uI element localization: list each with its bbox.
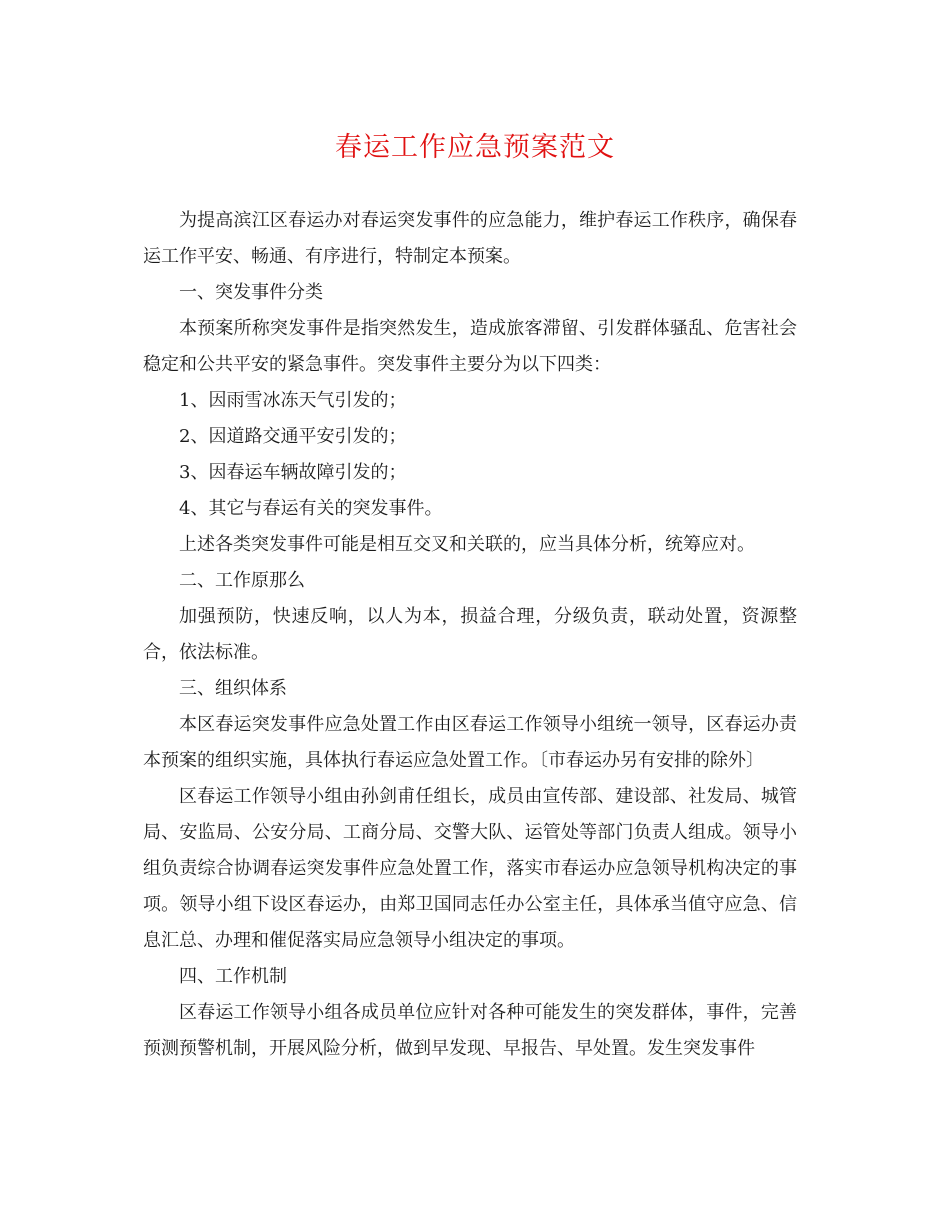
list-item: 4、其它与春运有关的突发事件。 xyxy=(179,498,443,519)
paragraph-intro: 为提高滨江区春运办对春运突发事件的应急能力，维护春运工作秩序，确保春运工作平安、畅通、有序进行，特制定本预案。 xyxy=(143,210,797,267)
list-item: 2、因道路交通平安引发的； xyxy=(179,426,407,447)
paragraph: 本预案所称突发事件是指突然发生，造成旅客滞留、引发群体骚乱、危害社会稳定和公共平安的紧急事件。突发事件主要分为以下四类： xyxy=(143,318,797,375)
list-item: 1、因雨雪冰冻天气引发的； xyxy=(179,390,407,411)
list-item: 3、因春运车辆故障引发的； xyxy=(179,462,407,483)
section-heading-4: 四、工作机制 xyxy=(179,966,287,987)
section-heading-3: 三、组织体系 xyxy=(179,678,287,699)
section-heading-2: 二、工作原那么 xyxy=(179,570,305,591)
paragraph: 加强预防，快速反响，以人为本，损益合理，分级负责，联动处置，资源整合，依法标准。 xyxy=(143,606,797,663)
document-body xyxy=(143,203,797,1067)
paragraph: 上述各类突发事件可能是相互交叉和关联的，应当具体分析，统筹应对。 xyxy=(179,534,755,555)
paragraph: 本区春运突发事件应急处置工作由区春运工作领导小组统一领导，区春运办责本预案的组织实施，具体执行春运应急处置工作。〔市春运办另有安排的除外〕 xyxy=(143,714,797,771)
section-heading-1: 一、突发事件分类 xyxy=(179,282,323,303)
paragraph: 区春运工作领导小组各成员单位应针对各种可能发生的突发群体，事件，完善预测预警机制，开展风险分析，做到早发现、早报告、早处置。发生突发事件 xyxy=(143,1002,797,1059)
document-title: 春运工作应急预案范文 xyxy=(335,132,615,163)
paragraph: 区春运工作领导小组由孙剑甫任组长，成员由宣传部、建设部、社发局、城管局、安监局、公安分局、工商分局、交警大队、运管处等部门负责人组成。领导小组负责综合协调春运突发事件应急处置工作，落实市春运办应急领导机构决定的事项。领导小组下设区春运办，由郑卫国同志任办公室主任，具体承当值守应急、信息汇总、办理和催促落实局应急领导小组决定的事项。 xyxy=(143,786,797,951)
